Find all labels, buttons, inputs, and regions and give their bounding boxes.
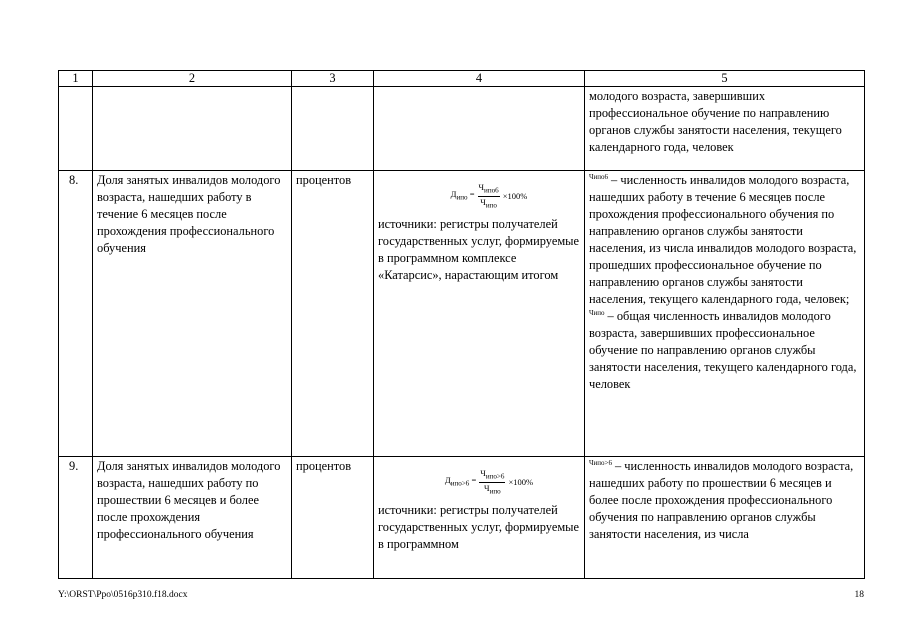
definition-1 [589,172,860,308]
formula-den-sub: ипо [489,487,501,496]
header-col-2: 2 [93,71,292,87]
page-number: 18 [854,590,864,600]
formula: $Д_{ипо}$ = $\frac{Ч_{ипо6}}{Ч_{ипо}}$ ×100% [450,182,528,210]
formula: $Д_{ипо>6}$ = $\frac{Ч_{ипо>6}}{Ч_{ипо}}$ ×100% [444,468,534,496]
formula-lhs-sub: ипо [456,194,468,203]
formula-tail: ×100% [508,477,534,488]
definition-2 [589,308,860,393]
definitions-cell [585,457,865,579]
file-path: Y:\ORST\Ppo\0516p310.f18.docx [58,590,188,600]
definition-1-text: – численность инвалидов молодого возраста, нашедших работу по прошествии 6 месяцев и более после прохождения профессионального обучения по направлению органов службы занятости населения, из числа [589,459,854,541]
definitions-cell [585,171,865,457]
calculation-cell [374,457,585,579]
formula-lhs: Д [444,475,451,486]
definition-1-symbol: Чипо6 [589,173,609,181]
formula-tail: ×100% [502,191,528,202]
header-row [59,71,865,87]
table-row [59,457,865,579]
source-text: источники: регистры получателей государственных услуг, формируемые в программном [378,503,579,552]
definition-1-text: – численность инвалидов молодого возраста, нашедших работу в течение 6 месяцев после прохождения профессионального обучения по направлению органов службы занятости населения, из числа инвалидов молодого возраста, прошедших профессиональное обучение по направлению органов службы занятости населения, текущего календарного года, человек; [589,173,857,306]
definition-1-symbol: Чипо>6 [589,459,612,467]
table-row [59,171,865,457]
continued-row [59,87,865,171]
formula-lhs: Д [450,189,457,200]
formula-num: Ч [480,468,486,478]
source-text: источники: регистры получателей государственных услуг, формируемые в программном комплексе «Катарсис», нарастающим итогом [378,217,579,283]
indicator-name: Доля занятых инвалидов молодого возраста, нашедших работу в течение 6 месяцев после прохождения профессионального обучения [93,171,292,457]
header-col-1: 1 [59,71,93,87]
unit: процентов [292,457,374,579]
indicator-name: Доля занятых инвалидов молодого возраста, нашедших работу по прошествии 6 месяцев и более после прохождения профессионального обучения [93,457,292,579]
formula-den: Ч [480,196,486,207]
unit: процентов [292,171,374,457]
calculation-cell [374,171,585,457]
definition-2-text: – общая численность инвалидов молодого возраста, завершивших профессиональное обучение по направлению органов службы занятости населения, текущего календарного года, человек [589,309,857,391]
row-number: 9. [59,457,93,579]
header-col-5: 5 [585,71,865,87]
header-col-4: 4 [374,71,585,87]
formula-num-sub: ипо6 [484,186,499,195]
indicators-table [58,70,865,579]
formula-num: Ч [478,182,485,192]
page-footer [58,590,864,600]
formula-fraction [478,182,500,210]
row-number: 8. [59,171,93,457]
formula-den: Ч [484,482,490,493]
continued-text: молодого возраста, завершивших профессиональное обучение по направлению органов службы занятости населения, текущего календарного года, человек [585,87,865,171]
formula-num-sub: ипо>6 [485,472,505,481]
header-col-3: 3 [292,71,374,87]
formula-den-sub: ипо [485,201,497,210]
formula-fraction [479,468,505,496]
definition-2-symbol: Чипо [589,309,605,317]
definition-1 [589,458,860,543]
formula-lhs-sub: ипо>6 [450,480,470,489]
